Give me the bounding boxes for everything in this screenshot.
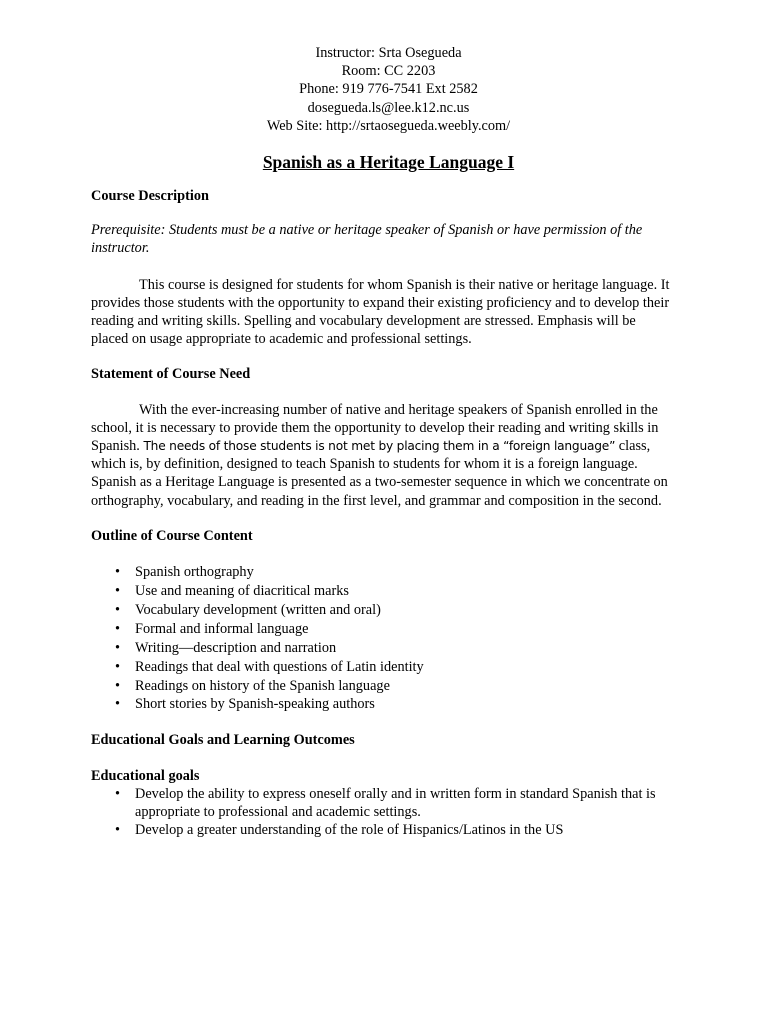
bullet-icon: • bbox=[115, 639, 121, 656]
bullet-icon: • bbox=[115, 822, 121, 839]
course-need-body bbox=[91, 401, 676, 510]
document-title: Spanish as a Heritage Language I bbox=[262, 152, 515, 173]
phone-number: Phone: 919 776-7541 Ext 2582 bbox=[299, 81, 478, 98]
list-item bbox=[91, 620, 676, 639]
bullet-icon: • bbox=[115, 564, 121, 581]
list-item-text: Use and meaning of diacritical marks bbox=[135, 582, 349, 599]
outline-heading: Outline of Course Content bbox=[91, 527, 253, 544]
list-item bbox=[91, 639, 676, 658]
course-description-heading: Course Description bbox=[91, 188, 209, 205]
bullet-icon: • bbox=[115, 785, 121, 802]
list-item-text: Readings on history of the Spanish language bbox=[135, 677, 390, 694]
list-item-text: Develop the ability to express oneself orally and in written form in standard Spanish that is appropriate to professional and academic settings. bbox=[135, 785, 656, 820]
goals-list bbox=[91, 785, 676, 840]
course-need-text-2: The needs of those students is not met by placing them in a “foreign language” bbox=[143, 439, 616, 454]
list-item-text: Spanish orthography bbox=[135, 564, 254, 581]
outline-list bbox=[91, 563, 676, 714]
bullet-icon: • bbox=[115, 658, 121, 675]
website-url: Web Site: http://srtaosegueda.weebly.com/ bbox=[266, 117, 511, 134]
bullet-icon: • bbox=[115, 601, 121, 618]
course-need-text-1: With the ever-increasing number of native and heritage speakers of Spanish enrolled in the school, it is necessary to provide them the opportunity to develop their reading and writing skills in Spanish. bbox=[91, 401, 659, 455]
list-item bbox=[91, 785, 676, 821]
bullet-icon: • bbox=[115, 620, 121, 637]
instructor-info bbox=[101, 44, 676, 135]
course-description-body: This course is designed for students for whom Spanish is their native or heritage language. It provides those students with the opportunity to expand their existing proficiency and to develop their reading and writing skills. Spelling and vocabulary development are stressed. Emphasis will be placed on usage appropriate to academic and professional settings. bbox=[91, 276, 670, 348]
list-item bbox=[91, 582, 676, 601]
instructor-name: Instructor: Srta Osegueda bbox=[315, 45, 462, 61]
list-item-text: Develop a greater understanding of the role of Hispanics/Latinos in the US bbox=[135, 822, 564, 839]
bullet-icon: • bbox=[115, 582, 121, 599]
goals-heading: Educational Goals and Learning Outcomes bbox=[91, 732, 355, 749]
course-need-text-3: class, which is, by definition, designed to teach Spanish to students for whom it is a foreign language. Spanish as a Heritage Language is presented as a two-semester sequence in which we concentrate on orthography, vocabulary, and reading in the first level, and grammar and composition in the second. bbox=[91, 438, 668, 509]
list-item bbox=[91, 695, 676, 714]
room-number: Room: CC 2203 bbox=[341, 63, 436, 80]
educational-goals-subheading: Educational goals bbox=[91, 767, 200, 784]
list-item-text: Vocabulary development (written and oral) bbox=[135, 601, 381, 618]
bullet-icon: • bbox=[115, 677, 121, 694]
list-item-text: Readings that deal with questions of Latin identity bbox=[135, 658, 424, 675]
list-item bbox=[91, 563, 676, 582]
list-item-text: Writing—description and narration bbox=[135, 639, 337, 656]
course-need-heading: Statement of Course Need bbox=[91, 366, 251, 383]
list-item bbox=[91, 658, 676, 677]
email-address: dosegueda.ls@lee.k12.nc.us bbox=[307, 99, 470, 116]
list-item-text: Formal and informal language bbox=[135, 620, 309, 637]
bullet-icon: • bbox=[115, 696, 121, 713]
list-item bbox=[91, 677, 676, 696]
list-item bbox=[91, 821, 676, 839]
list-item-text: Short stories by Spanish-speaking authors bbox=[135, 696, 375, 713]
list-item bbox=[91, 601, 676, 620]
prerequisite-text: Prerequisite: Students must be a native or heritage speaker of Spanish or have permission of the instructor. bbox=[91, 222, 643, 257]
